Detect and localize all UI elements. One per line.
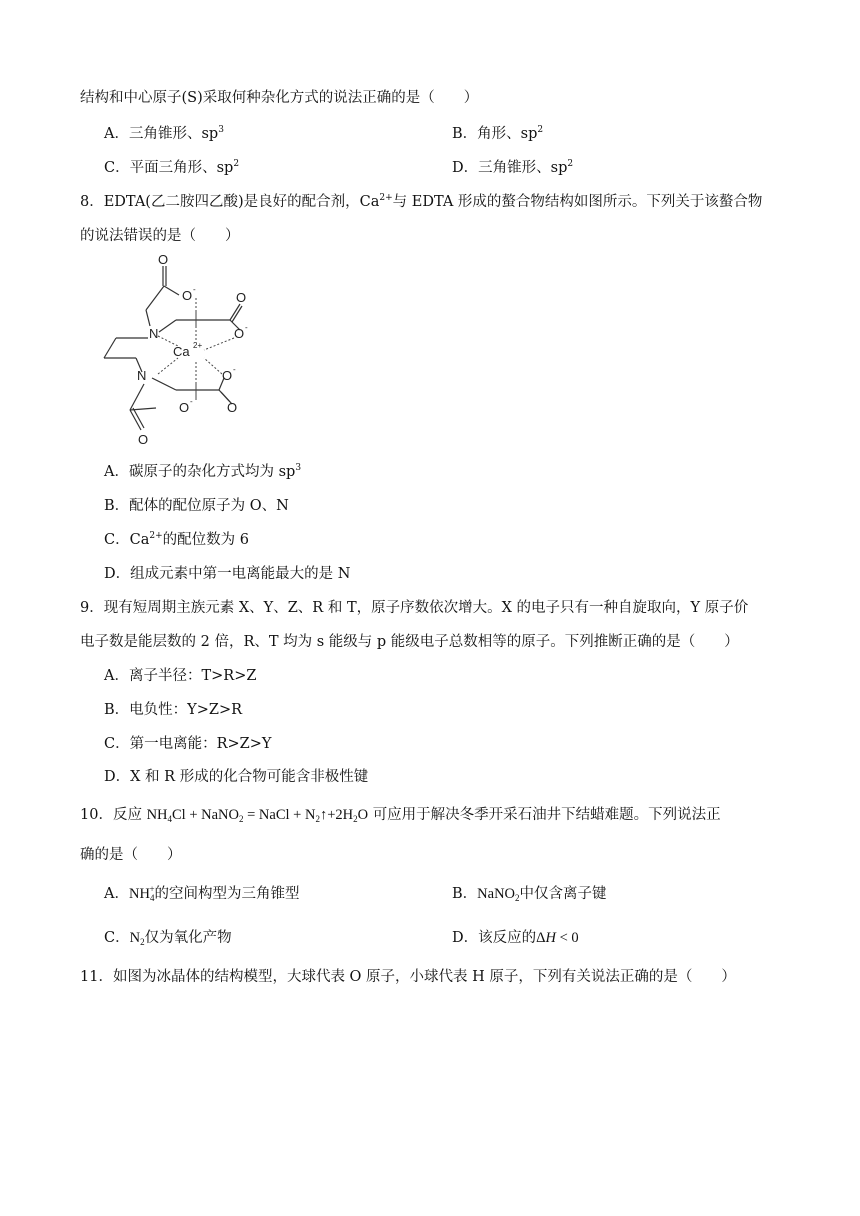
q8-stem-line2: 的说法错误的是（ ）: [80, 228, 240, 244]
q10-stem-line2: 确的是（ ）: [80, 847, 182, 863]
atom-o-minus-4: O: [179, 400, 190, 415]
q9-option-c[interactable]: C．第一电离能：R>Z>Y: [104, 736, 272, 752]
q11-stem: 11．如图为冰晶体的结构模型，大球代表 O 原子，小球代表 H 原子，下列有关说法正确的是（ ）: [80, 969, 736, 985]
atom-n-upper: N: [149, 326, 159, 341]
charge-minus-1: -: [193, 285, 196, 294]
q7-stem: 结构和中心原子(S)采取何种杂化方式的说法正确的是（ ）: [80, 90, 479, 106]
q8-option-d[interactable]: D．组成元素中第一电离能最大的是 N: [104, 566, 351, 582]
atom-o-bottom: O: [138, 432, 149, 447]
q8-stem-line1: 8．EDTA(乙二胺四乙酸)是良好的配合剂，$Ca^{2+}$与 EDTA 形成的螯合物结构如图所示。下列关于该螯合物: [80, 193, 763, 210]
atom-o-minus-3: O: [222, 368, 233, 383]
q7-option-b[interactable]: B．角形、$sp^2$: [452, 125, 544, 142]
charge-minus-3: -: [233, 365, 236, 374]
q10-reaction-equation: $NH_4Cl$ + NaNO$_2$ = NaCl + $N_2↑+2H_2O$: [146, 807, 369, 824]
q7-option-a[interactable]: A．三角锥形、$sp^3$: [104, 125, 224, 142]
q7-option-d[interactable]: D．三角锥形、$sp^2$: [452, 159, 574, 176]
q10-option-d[interactable]: D．该反应的ΔH < 0: [452, 930, 579, 946]
ca-charge: 2+: [193, 341, 203, 350]
atom-o-right: O: [236, 290, 247, 305]
q9-stem-line2: 电子数是能层数的 2 倍，R、T 均为 s 能级与 p 能级电子总数相等的原子。下列推断正确的是（ ）: [80, 634, 739, 650]
q10-option-b[interactable]: B．NaNO$_2$中仅含离子键: [452, 886, 607, 903]
q9-option-b[interactable]: B．电负性：Y>Z>R: [104, 702, 243, 718]
q10-stem-line1: 10．反应 $NH_4Cl$ + NaNO$_2$ = NaCl + $N_2↑+2H_2O$ 可应用于解决冬季开采石油井下结蜡难题。下列说法正: [80, 807, 721, 824]
atom-o-minus-2: O: [234, 326, 245, 341]
q9-option-d[interactable]: D．X 和 R 形成的化合物可能含非极性键: [104, 769, 369, 785]
q7-option-c[interactable]: C．平面三角形、$sp^2$: [104, 159, 240, 176]
charge-minus-4: -: [190, 397, 193, 406]
atom-ca: Ca: [173, 344, 190, 359]
q8-option-a[interactable]: A．碳原子的杂化方式均为 $sp^3$: [104, 463, 302, 480]
q10-option-c[interactable]: C．$N_2$仅为氧化产物: [104, 930, 232, 947]
atom-o-top: O: [158, 252, 169, 267]
q9-option-a[interactable]: A．离子半径：T>R>Z: [104, 668, 257, 684]
atom-n-lower: N: [137, 368, 147, 383]
q10-option-a[interactable]: A．$NH_4^+$的空间构型为三角锥型: [104, 884, 300, 903]
charge-minus-2: -: [245, 323, 248, 332]
atom-o-minus-1: O: [182, 288, 193, 303]
q9-stem-line1: 9．现有短周期主族元素 X、Y、Z、R 和 T，原子序数依次增大。X 的电子只有一种自旋取向，Y 原子价: [80, 600, 749, 616]
q8-option-b[interactable]: B．配体的配位原子为 O、N: [104, 498, 289, 514]
atom-o-right-lower: O: [227, 400, 238, 415]
edta-chelate-figure: [96, 250, 266, 450]
q8-option-c[interactable]: C．$Ca^{2+}$的配位数为 6: [104, 531, 249, 548]
